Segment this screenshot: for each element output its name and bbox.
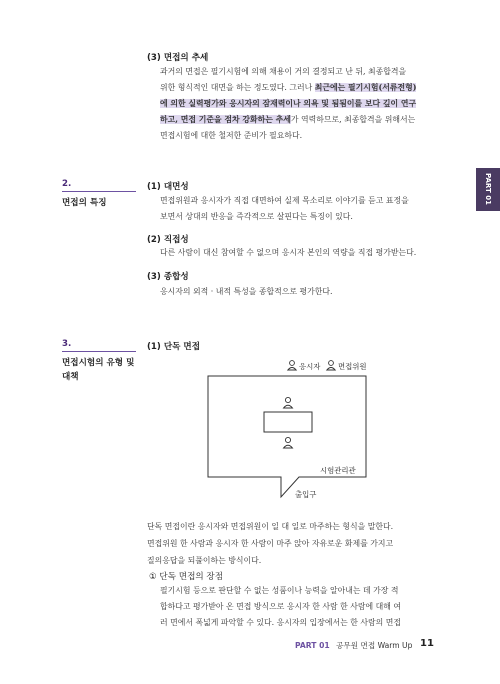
page-number: 11 — [420, 638, 434, 649]
trend-line-4: 하고, 면접 기준을 점차 강화하는 추세가 역력하므로, 최종합격을 위해서는 — [160, 115, 416, 124]
legend-applicant-label: 응시자 — [299, 362, 321, 371]
facetoface-line-1: 면접위원과 응시자가 직접 대면하여 실제 목소리로 이야기를 듣고 표정을 — [160, 196, 409, 205]
merit-paragraph — [160, 583, 401, 631]
comprehensive-heading: (3) 종합성 — [147, 272, 189, 282]
single-interview-line-2: 면접위원 한 사람과 응시자 한 사람이 마주 앉아 자유로운 화제를 가지고 — [147, 539, 394, 548]
room-diagram — [200, 357, 375, 512]
trend-line-3: 에 의한 실력평가와 응시자의 잠재력이나 의욕 및 됨됨이를 보다 깊이 연구 — [160, 99, 417, 108]
trend-line-1: 과거의 면접은 필기시험에 의해 채용이 거의 결정되고 난 뒤, 최종합격을 — [160, 67, 407, 76]
single-interview-paragraph — [147, 518, 393, 569]
single-interview-heading: (1) 단독 면접 — [147, 342, 201, 352]
trend-line-5: 면접시험에 대한 철저한 준비가 필요하다. — [160, 131, 303, 140]
facetoface-line-2: 보면서 상대의 반응을 즉각적으로 살핀다는 특징이 있다. — [160, 212, 353, 221]
section3-title-line-1: 면접시험의 유형 및 — [62, 358, 135, 368]
applicant-person-icon — [284, 437, 293, 448]
directness-heading: (2) 직접성 — [147, 235, 189, 245]
section3-number: 3. — [62, 339, 72, 349]
entrance-label: 출입구 — [295, 490, 317, 499]
legend-interviewer-label: 면접위원 — [338, 362, 367, 371]
section2-number: 2. — [62, 179, 72, 189]
section3-title — [62, 356, 134, 384]
merit-line-2: 합하다고 평가받아 온 면접 방식으로 응시자 한 사람 한 사람에 대해 여 — [160, 602, 402, 611]
footer — [295, 640, 412, 651]
interviewer-person-icon — [284, 397, 293, 408]
part-side-tab-label: PART 01 — [484, 173, 492, 205]
facetoface-paragraph — [160, 193, 409, 225]
single-interview-line-3: 질의응답을 되풀이하는 방식이다. — [147, 556, 262, 565]
part-side-tab — [476, 168, 500, 211]
trend-line-2: 위한 형식적인 대면을 하는 정도였다. 그러나 최근에는 필기시험(서류전형) — [160, 83, 417, 92]
section2-title: 면접의 특징 — [62, 198, 107, 208]
directness-paragraph: 다른 사람이 대신 참여할 수 없으며 응시자 본인의 역량을 직접 평가받는다. — [160, 248, 417, 257]
single-interview-line-1: 단독 면접이란 응시자와 면접위원이 일 대 일로 마주하는 형식을 말한다. — [147, 522, 394, 531]
comprehensive-paragraph: 응시자의 외적 · 내적 특성을 종합적으로 평가한다. — [160, 287, 333, 296]
merit-line-1: 필기시험 등으로 판단할 수 없는 성품이나 능력을 알아내는 데 가장 적 — [160, 586, 399, 595]
footer-book-title: 공무원 면접 Warm Up — [336, 641, 413, 650]
room-outline — [208, 376, 366, 497]
manager-label: 시험관리관 — [320, 466, 356, 475]
footer-part: PART 01 — [295, 641, 330, 650]
facetoface-heading: (1) 대면성 — [147, 182, 189, 192]
interview-table — [264, 412, 312, 432]
section3-title-line-2: 대책 — [62, 372, 79, 382]
trend-paragraph — [160, 64, 416, 144]
section2-rule — [62, 191, 136, 192]
legend-applicant-icon — [288, 361, 296, 370]
trend-heading: (3) 면접의 추세 — [147, 53, 209, 63]
merit-heading: ① 단독 면접의 장점 — [149, 572, 224, 582]
legend-interviewer-icon — [327, 361, 335, 370]
merit-line-3: 러 면에서 폭넓게 파악할 수 있다. 응시자의 입장에서는 한 사람의 면접 — [160, 618, 402, 627]
section3-rule — [62, 351, 136, 352]
